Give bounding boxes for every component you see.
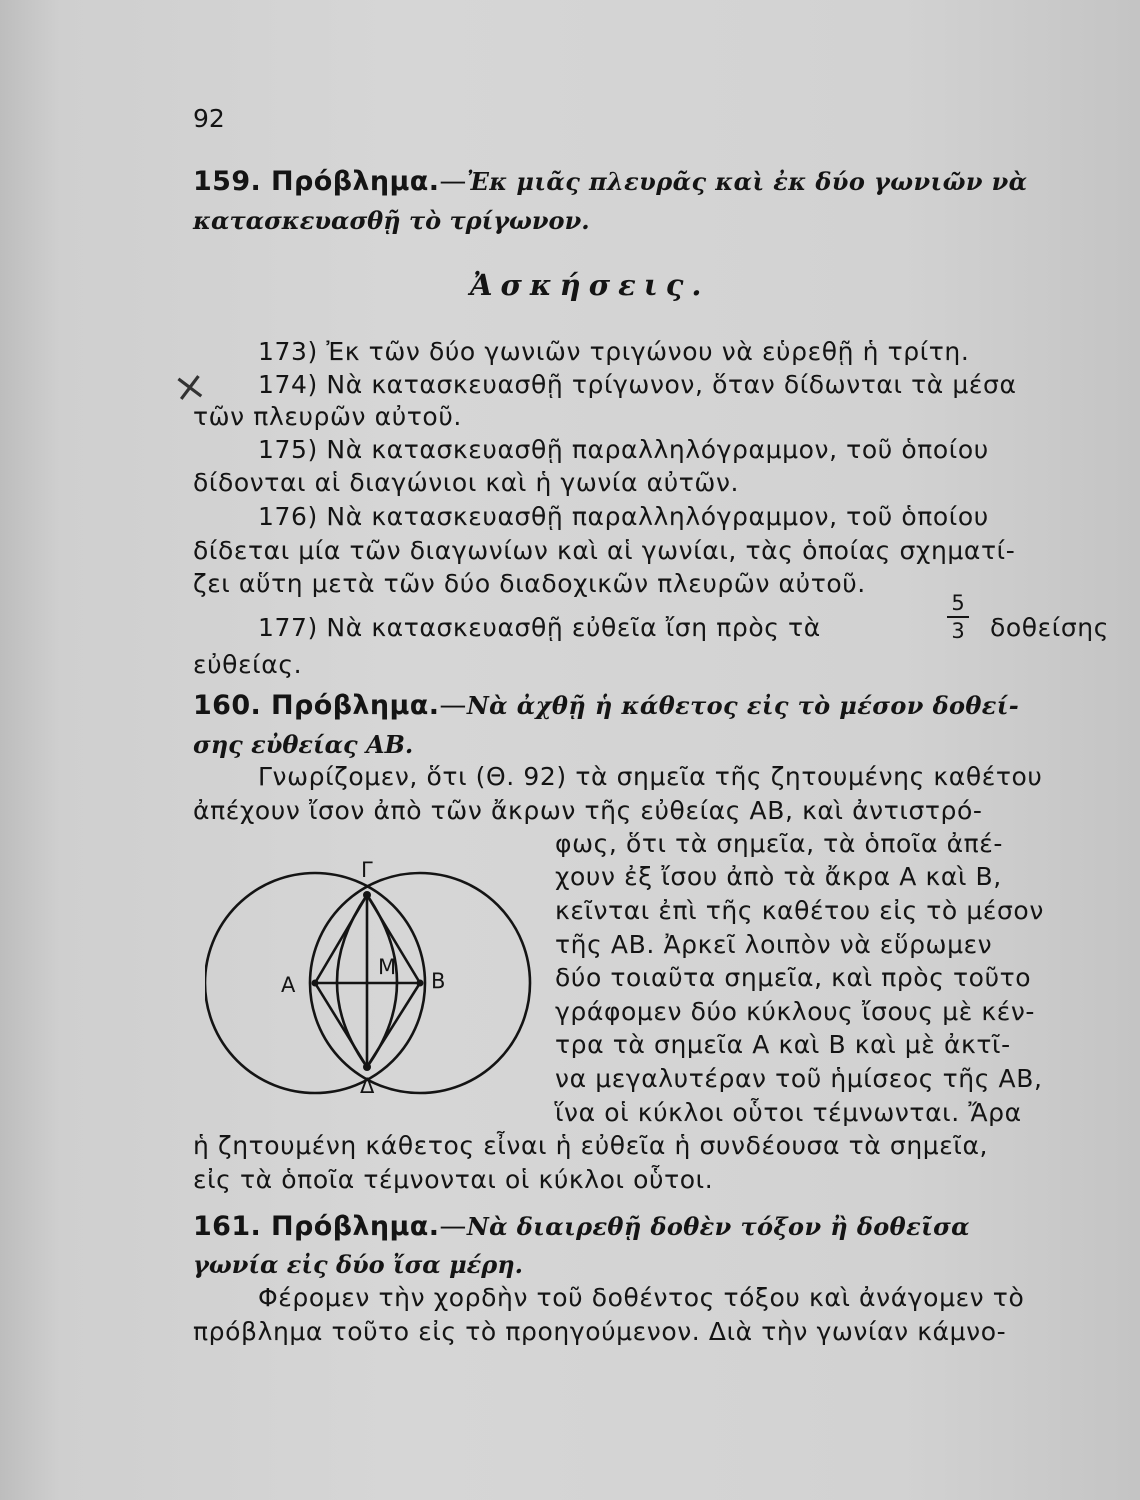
exercises-title: Ἀσκήσεις. xyxy=(470,268,710,302)
dash: — xyxy=(439,166,467,197)
problem-160-statement-1: Νὰ ἀχθῇ ἡ κάθετος εἰς τὸ μέσον δοθεί- xyxy=(466,691,1020,720)
exercise-177-line2: εὐθείας. xyxy=(193,650,303,679)
label-delta: Δ xyxy=(360,1074,375,1098)
problem-160-body-line: χουν ἐξ ἴσου ἀπὸ τὰ ἄκρα Α καὶ Β, xyxy=(555,862,1002,891)
problem-160-body-line: ἀπέχουν ἴσον ἀπὸ τῶν ἄκρων τῆς εὐθείας ΑΒ, καὶ ἀντιστρό- xyxy=(193,796,983,825)
problem-159-statement-2: κατασκευασθῇ τὸ τρίγωνον. xyxy=(193,206,590,235)
fraction-denominator: 3 xyxy=(951,619,965,643)
problem-160-body-line: δύο τοιαῦτα σημεῖα, καὶ πρὸς τοῦτο xyxy=(555,963,1032,992)
problem-160-body-line: φως, ὅτι τὰ σημεῖα, τὰ ὁποῖα ἀπέ- xyxy=(555,829,1004,858)
label-gamma: Γ xyxy=(361,858,373,882)
arc-right xyxy=(367,895,397,1067)
label-a: Α xyxy=(281,973,296,997)
exercise-176-line2: δίδεται μία τῶν διαγωνίων καὶ αἱ γωνίαι, τὰς ὁποίας σχηματί- xyxy=(193,536,1016,565)
exercise-177-line1-end: δοθείσης xyxy=(990,613,1110,642)
arc-left xyxy=(337,895,367,1067)
problem-159-heading xyxy=(193,166,1028,197)
exercise-177-line1: 177) Νὰ κατασκευασθῇ εὐθεῖα ἴση πρὸς τὰ xyxy=(258,613,821,642)
exercise-173: 173) Ἐκ τῶν δύο γωνιῶν τριγώνου νὰ εὑρεθῇ ἡ τρίτη. xyxy=(258,337,970,366)
problem-161-heading xyxy=(193,1211,970,1242)
problem-161-statement-1: Νὰ διαιρεθῇ δοθὲν τόξον ἢ δοθεῖσα xyxy=(466,1212,971,1241)
problem-160-statement-2: σης εὐθείας ΑΒ. xyxy=(193,730,414,759)
perpendicular-bisector-figure xyxy=(205,855,545,1105)
problem-160-body-line: Γνωρίζομεν, ὅτι (Θ. 92) τὰ σημεῖα τῆς ζητουμένης καθέτου xyxy=(258,762,1043,791)
fraction-five-thirds xyxy=(943,592,973,642)
problem-161-statement-2: γωνία εἰς δύο ἴσα μέρη. xyxy=(193,1250,524,1279)
problem-160-heading xyxy=(193,690,1019,721)
exercise-175-line1: 175) Νὰ κατασκευασθῇ παραλληλόγραμμον, τοῦ ὁποίου xyxy=(258,435,989,464)
label-b: Β xyxy=(431,969,446,993)
exercise-174-line1: 174) Νὰ κατασκευασθῇ τρίγωνον, ὅταν δίδωνται τὰ μέσα xyxy=(258,370,1017,399)
problem-160-body-line: γράφομεν δύο κύκλους ἴσους μὲ κέν- xyxy=(555,997,1036,1026)
problem-161-body-line: πρόβλημα τοῦτο εἰς τὸ προηγούμενον. Διὰ τὴν γωνίαν κάμνο- xyxy=(193,1317,1007,1346)
problem-160-body-line: να μεγαλυτέραν τοῦ ἡμίσεος τῆς ΑΒ, xyxy=(555,1064,1043,1093)
dash: — xyxy=(439,690,467,721)
problem-160-body-line: τρα τὰ σημεῖα Α καὶ Β καὶ μὲ ἀκτῖ- xyxy=(555,1030,1011,1059)
problem-160-body-line: ἡ ζητουμένη κάθετος εἶναι ἡ εὐθεῖα ἡ συνδέουσα τὰ σημεῖα, xyxy=(193,1131,989,1160)
exercise-175-line2: δίδονται αἱ διαγώνιοι καὶ ἡ γωνία αὐτῶν. xyxy=(193,468,740,497)
handwritten-mark-icon: ⨯ xyxy=(169,361,210,413)
problem-159-number: 159. Πρόβλημα. xyxy=(193,166,440,197)
fraction-numerator: 5 xyxy=(951,591,965,615)
problem-160-body-line: ἵνα οἱ κύκλοι οὗτοι τέμνωνται. Ἄρα xyxy=(555,1098,1022,1127)
problem-160-body-line: κεῖνται ἐπὶ τῆς καθέτου εἰς τὸ μέσον xyxy=(555,896,1044,925)
problem-160-number: 160. Πρόβλημα. xyxy=(193,690,440,721)
problem-160-body-line: τῆς ΑΒ. Ἀρκεῖ λοιπὸν νὰ εὕρωμεν xyxy=(555,930,993,959)
exercise-174-line2: τῶν πλευρῶν αὐτοῦ. xyxy=(193,402,462,431)
problem-161-number: 161. Πρόβλημα. xyxy=(193,1211,440,1242)
exercise-176-line3: ζει αὕτη μετὰ τῶν δύο διαδοχικῶν πλευρῶν αὐτοῦ. xyxy=(193,569,866,598)
exercise-176-line1: 176) Νὰ κατασκευασθῇ παραλληλόγραμμον, τοῦ ὁποίου xyxy=(258,502,989,531)
label-m: Μ xyxy=(378,955,397,979)
problem-161-body-line: Φέρομεν τὴν χορδὴν τοῦ δοθέντος τόξου καὶ ἀνάγομεν τὸ xyxy=(258,1283,1025,1312)
dash: — xyxy=(439,1211,467,1242)
problem-159-statement-1: Ἐκ μιᾶς πλευρᾶς καὶ ἐκ δύο γωνιῶν νὰ xyxy=(466,167,1028,196)
problem-160-body-line: εἰς τὰ ὁποῖα τέμνονται οἱ κύκλοι οὗτοι. xyxy=(193,1165,714,1194)
page-number: 92 xyxy=(193,104,225,133)
